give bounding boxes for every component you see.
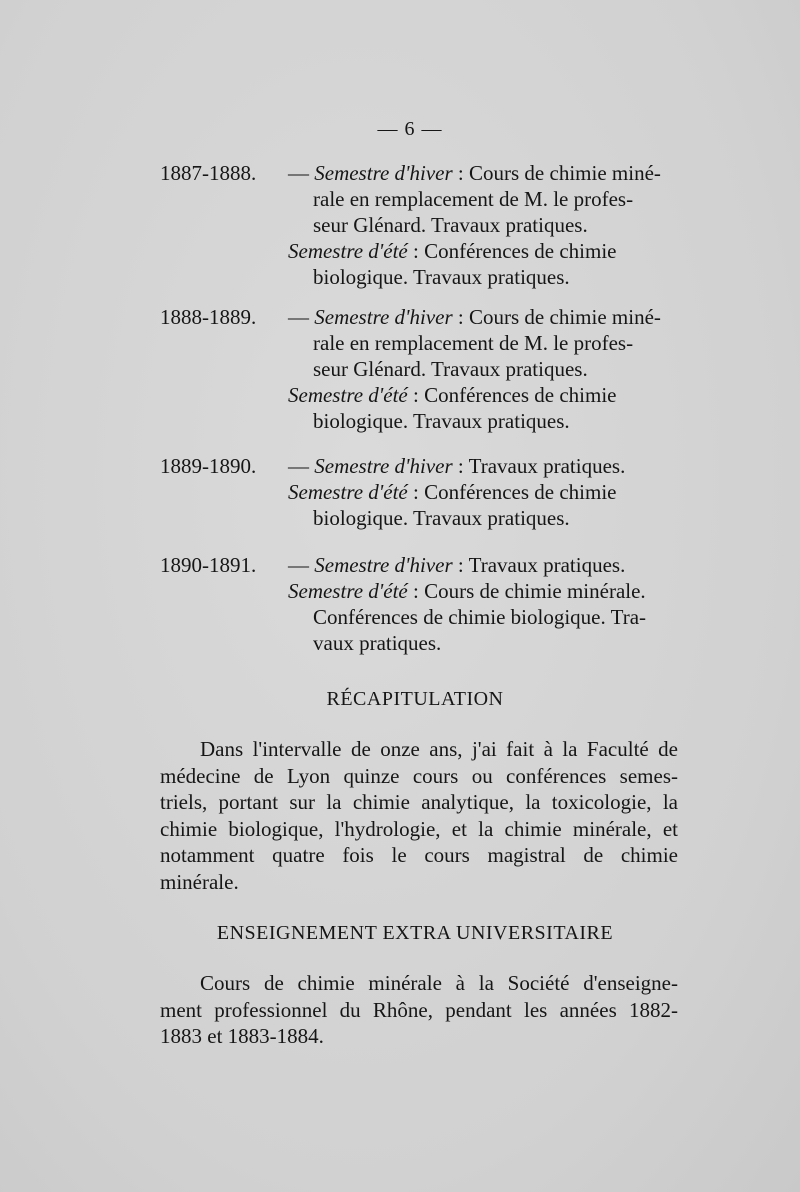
recap-paragraph [160, 736, 678, 895]
entry-1887-1888 [160, 160, 682, 290]
entry-1889-1890 [160, 453, 682, 531]
entry-line [160, 408, 682, 434]
entry-year: 1887-1888. [160, 161, 257, 185]
entry-text: vaux pratiques. [313, 631, 442, 655]
entry-text: seur Glénard. Travaux pratiques. [313, 213, 588, 237]
recap-heading: RÉCAPITULATION [326, 688, 504, 710]
paragraph-line: chimie biologique, l'hydrologie, et la chimie minérale, et [160, 816, 678, 841]
entry-text: : Conférences de chimie [407, 239, 617, 263]
paragraph-line: médecine de Lyon quinze cours ou conférences semes- [160, 763, 678, 788]
entry-year: 1888-1889. [160, 305, 257, 329]
page-number: — 6 — [377, 118, 443, 140]
entry-line [160, 186, 682, 212]
entry-text: biologique. Travaux pratiques. [313, 506, 570, 530]
semester-label: Semestre d'hiver [314, 454, 453, 478]
entry-text: : Cours de chimie miné- [452, 161, 661, 185]
entry-text: biologique. Travaux pratiques. [313, 409, 570, 433]
extra-heading: ENSEIGNEMENT EXTRA UNIVERSITAIRE [216, 922, 614, 944]
semester-label: Semestre d'été [288, 239, 408, 263]
entry-text: biologique. Travaux pratiques. [313, 265, 570, 289]
semester-label: Semestre d'hiver [314, 161, 453, 185]
entry-text: : Travaux pratiques. [452, 454, 626, 478]
dash: — [288, 161, 315, 185]
paragraph-line: triels, portant sur la chimie analytique, la toxicologie, la [160, 790, 678, 814]
semester-label: Semestre d'été [288, 579, 408, 603]
paragraph-line: Dans l'intervalle de onze ans, j'ai fait à la Faculté de [200, 737, 678, 761]
semester-label: Semestre d'hiver [314, 305, 453, 329]
paragraph-line: 1883 et 1883-1884. [160, 1024, 324, 1048]
entry-line [160, 304, 682, 330]
entry-line [160, 356, 682, 382]
entry-year: 1889-1890. [160, 454, 257, 478]
entry-text: seur Glénard. Travaux pratiques. [313, 357, 588, 381]
entry-line [160, 212, 682, 238]
entry-line [160, 604, 682, 630]
entry-text: Conférences de chimie biologique. Tra- [313, 605, 647, 629]
entry-text: : Conférences de chimie [407, 383, 617, 407]
dash: — [288, 454, 315, 478]
entry-text: rale en remplacement de M. le profes- [313, 331, 634, 355]
extra-paragraph [160, 970, 678, 1050]
dash: — [288, 305, 315, 329]
entry-line [160, 479, 682, 505]
entry-text: : Cours de chimie miné- [452, 305, 661, 329]
dash: — [288, 553, 315, 577]
paragraph-line: minérale. [160, 869, 239, 894]
entry-line [160, 382, 682, 408]
entry-line [160, 505, 682, 531]
paragraph-line: ment professionnel du Rhône, pendant les années 1882- [160, 997, 678, 1022]
entry-text: : Cours de chimie minérale. [407, 579, 646, 603]
entry-line [160, 160, 682, 186]
semester-label: Semestre d'été [288, 480, 408, 504]
paragraph-line: Cours de chimie minérale à la Société d'enseigne- [200, 971, 678, 995]
entry-line [160, 453, 682, 479]
entry-1890-1891 [160, 552, 682, 656]
entry-line [160, 330, 682, 356]
entry-line [160, 552, 682, 578]
entry-1888-1889 [160, 304, 682, 434]
semester-label: Semestre d'été [288, 383, 408, 407]
entry-line [160, 630, 682, 656]
entry-year: 1890-1891. [160, 553, 257, 577]
entry-text: : Conférences de chimie [407, 480, 617, 504]
entry-text: rale en remplacement de M. le profes- [313, 187, 634, 211]
entry-line [160, 238, 682, 264]
entry-line [160, 264, 682, 290]
paragraph-line: notamment quatre fois le cours magistral de chimie [160, 843, 678, 867]
entry-line [160, 578, 682, 604]
semester-label: Semestre d'hiver [314, 553, 453, 577]
entry-text: : Travaux pratiques. [452, 553, 626, 577]
